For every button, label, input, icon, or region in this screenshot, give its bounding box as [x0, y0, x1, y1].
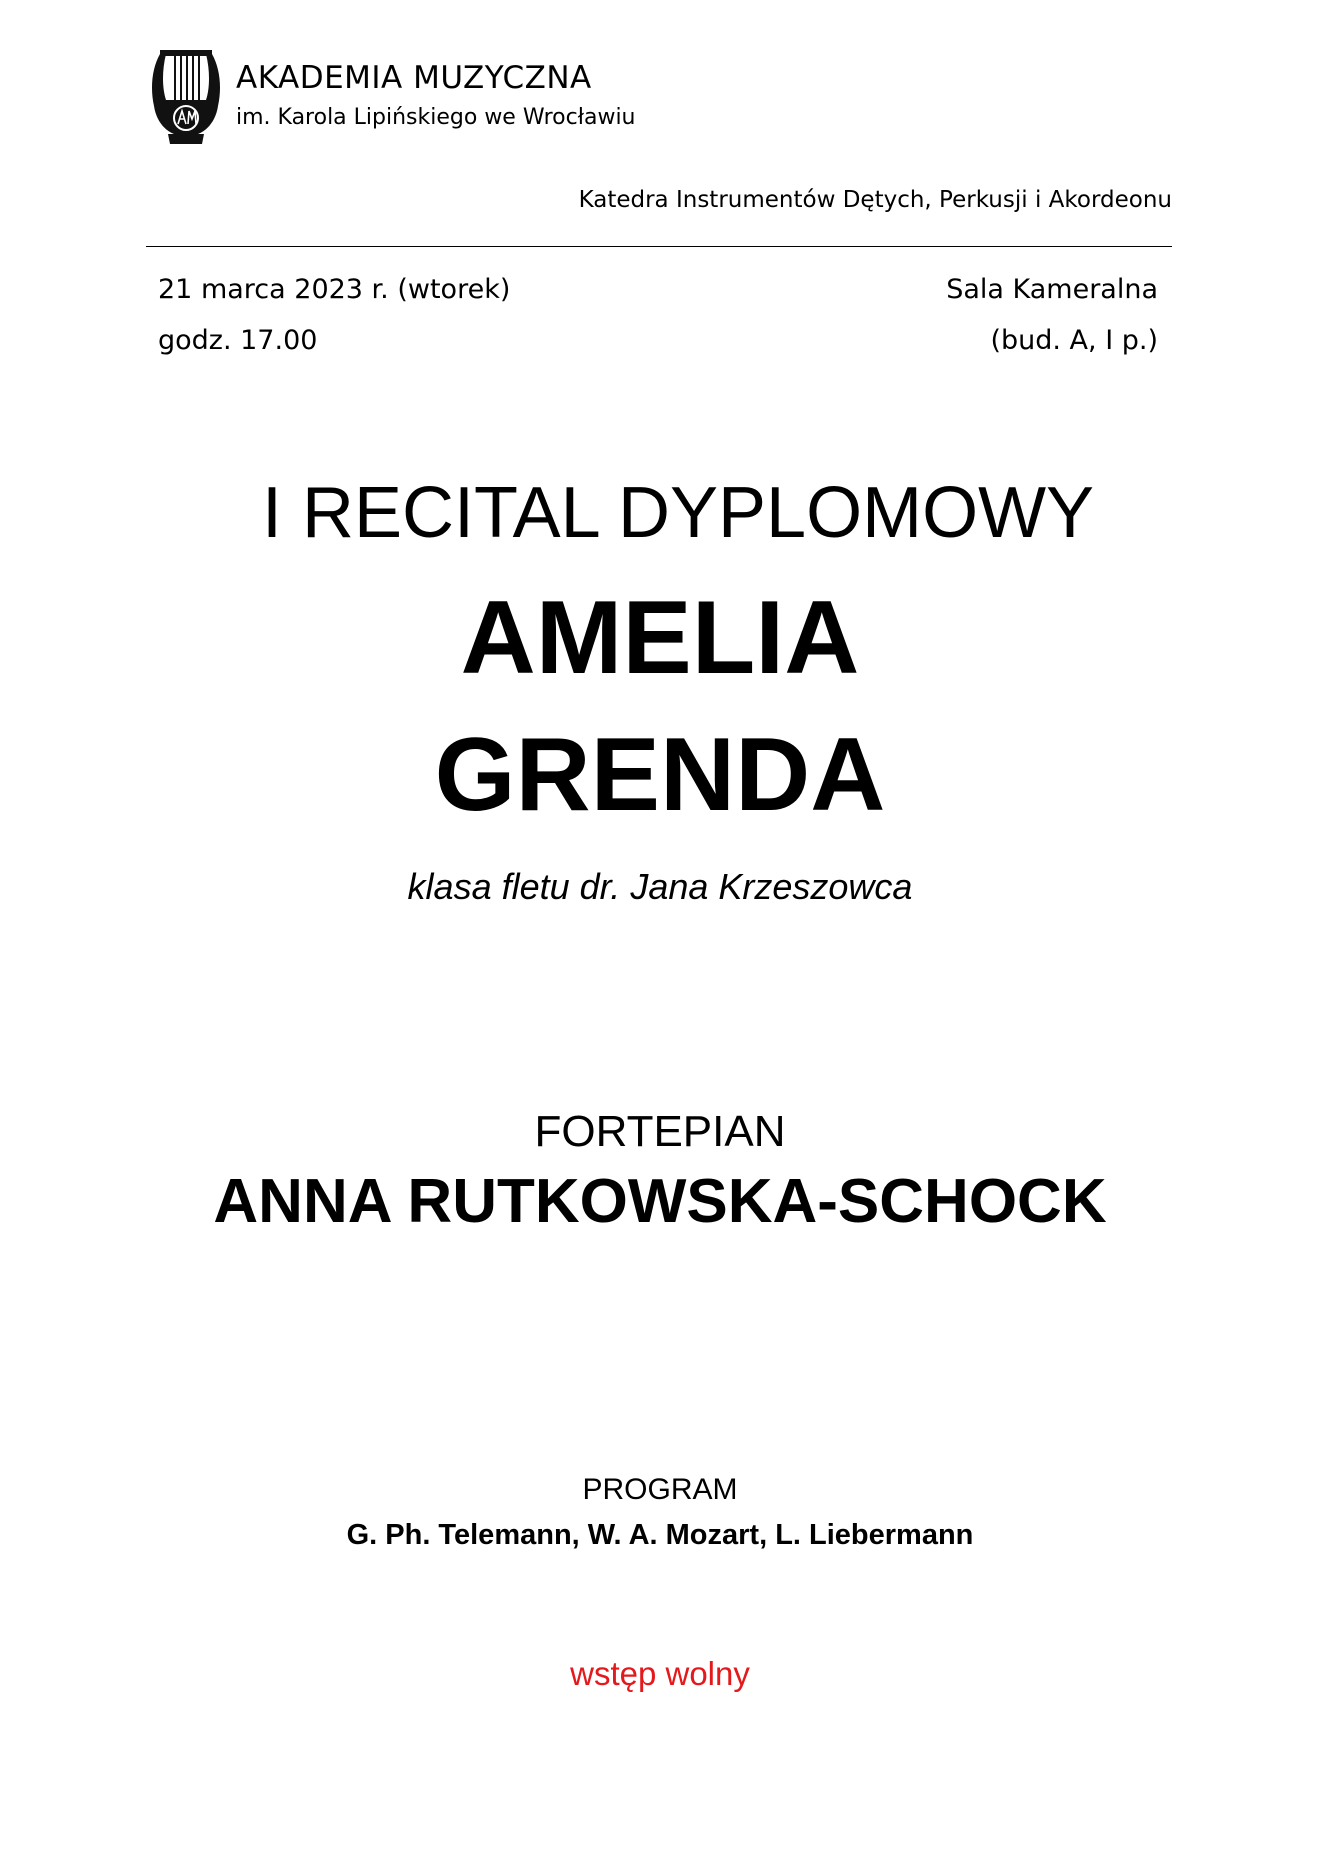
performer-last-name: GRENDA [434, 717, 886, 833]
recital-title: I RECITAL DYPLOMOWY [261, 473, 1095, 553]
event-venue-detail: (bud. A, I p.) [990, 325, 1158, 356]
lyre-logo-graphic [146, 48, 226, 148]
event-date: 21 marca 2023 r. (wtorek) [158, 274, 511, 305]
event-venue: Sala Kameralna [946, 274, 1158, 305]
performer-first-name: AMELIA [460, 580, 860, 696]
program-composers: G. Ph. Telemann, W. A. Mozart, L. Liebermann [346, 1519, 974, 1551]
event-time: godz. 17.00 [158, 325, 318, 356]
accompaniment-instrument: FORTEPIAN [534, 1107, 786, 1156]
admission-note: wstęp wolny [570, 1655, 750, 1692]
pianist-name: ANNA RUTKOWSKA-SCHOCK [213, 1167, 1107, 1236]
class-info: klasa fletu dr. Jana Krzeszowca [407, 866, 913, 907]
institution-subtitle: im. Karola Lipińskiego we Wrocławiu [236, 105, 636, 130]
department-name: Katedra Instrumentów Dętych, Perkusji i Akordeonu [578, 187, 1172, 213]
institution-name: AKADEMIA MUZYCZNA [236, 60, 592, 96]
lyre-logo-icon [146, 48, 226, 148]
header-divider [146, 246, 1172, 247]
program-label: PROGRAM [582, 1473, 738, 1506]
